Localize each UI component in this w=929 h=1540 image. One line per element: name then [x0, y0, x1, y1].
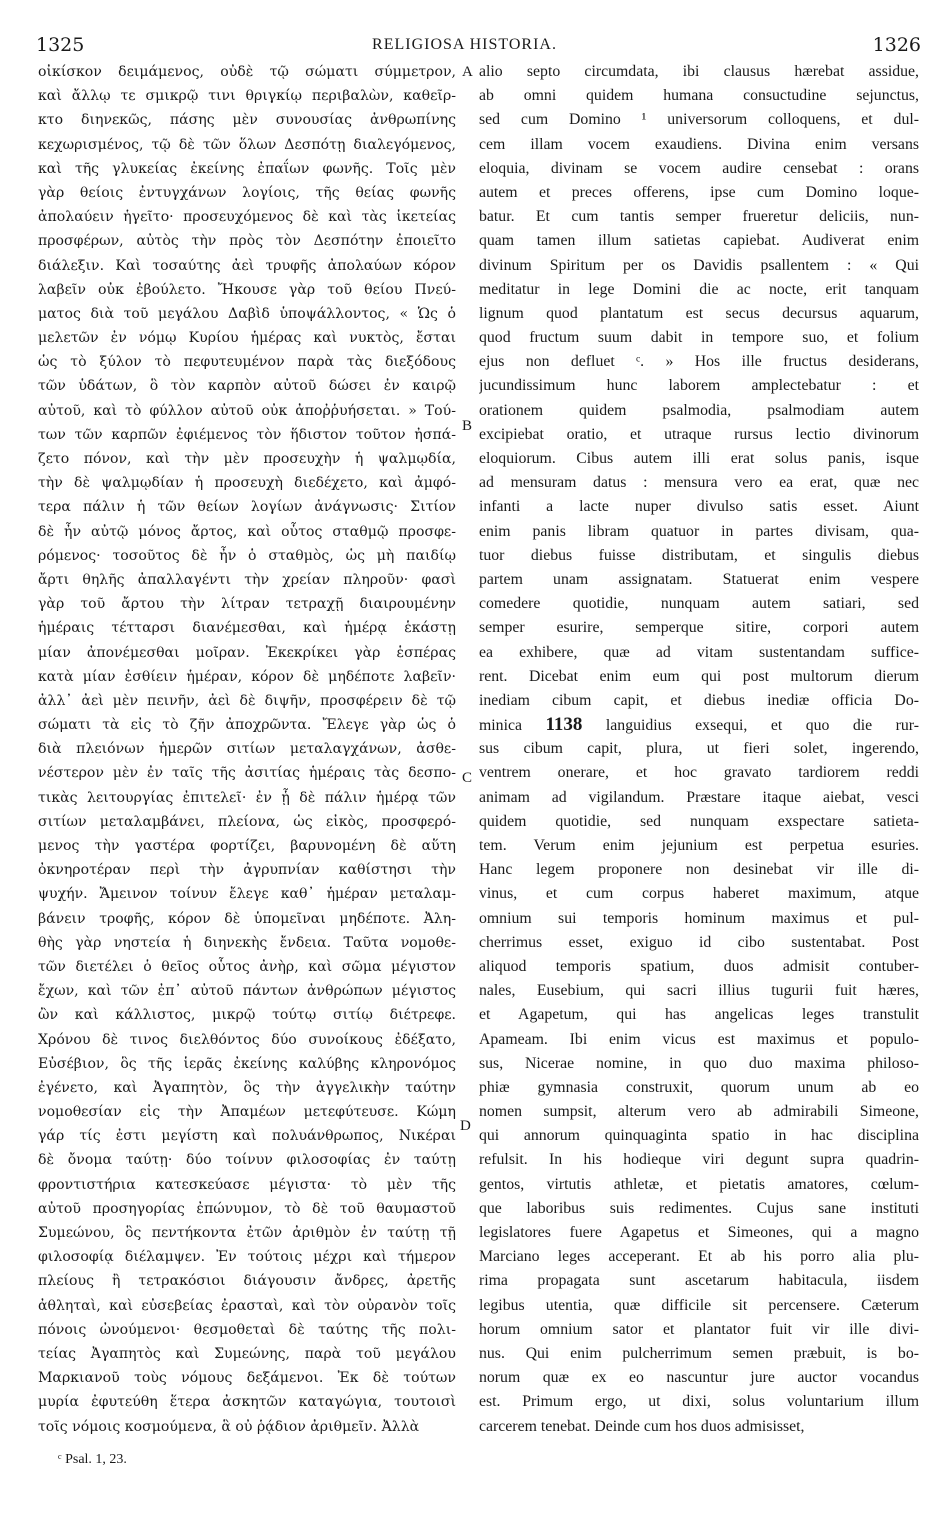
latin-text-line: Hanc legem proponere non desinebat vir ille di-: [479, 861, 919, 879]
latin-text-line: divinum Spiritum per os Davidis psallentem : « Qui: [479, 256, 919, 274]
latin-text-line: sed cum Domino ¹ universorum colloquens, et dul-: [479, 111, 919, 129]
greek-text-line: ὡς τὸ ξύλον τὸ πεφυτευμένον παρὰ τὰς διεξόδους: [38, 354, 456, 371]
greek-text-line: μίαν ἀπονέμεσθαι μοῖραν. Ἐκεκρίκει γὰρ ἑσπέρας: [38, 644, 456, 661]
greek-text-line: ἄρτι θηλῆς ἀπαλλαγέντι τὴν χρείαν πληροῦν· φασὶ: [38, 571, 456, 588]
greek-text-line: οἰκίσκον δειμάμενος, οὐδὲ τῷ σώματι σύμμετρον,: [38, 64, 456, 80]
greek-text-line: τῶν διετέλει ὁ θεῖος οὗτος ἀνὴρ, καὶ σῶμα μέγιστον: [38, 958, 456, 975]
latin-column: [479, 60, 919, 1439]
latin-text-line: rima propagata sunt ascetarum habitacula, iisdem: [479, 1272, 919, 1290]
latin-text-line: eloquia, divinam se vocem audire censebat : orans: [479, 159, 919, 177]
latin-text-line: tem. Verum enim jejunium est perpetua esuries.: [479, 837, 919, 854]
latin-text-line: gentos, virtutis athletæ, et pietatis amatores, cœlum-: [479, 1175, 919, 1193]
latin-text-line: jucundissimum hunc laborem amplectebatur : et: [479, 377, 919, 395]
latin-text-line: partem unam assignatam. Statuerat enim vespere: [479, 570, 919, 588]
margin-letter-c: C: [462, 770, 473, 786]
latin-text-line: phiæ gymnasia construxit, quorum unum ab eo: [479, 1078, 919, 1096]
latin-text-line: quam tamen illum satietas capiebat. Audiverat enim: [479, 232, 919, 250]
greek-text-line: αὐτοῦ, καὶ τὸ φύλλον αὐτοῦ οὐκ ἀποῤῥυήσεται. » Τού-: [38, 402, 456, 419]
greek-text-line: μελετῶν ἐν νόμῳ Κυρίου ἡμέρας καὶ νυκτὸς, ἔσται: [38, 330, 456, 347]
greek-text-line: ψυχήν. Ἄμεινον τοίνυν ἔλεγε καθ᾽ ἡμέραν μεταλαμ-: [38, 886, 456, 903]
latin-text-line: carcerem tenebat. Deinde cum hos duos admisisset,: [479, 1417, 805, 1435]
latin-text-line: et Agapetum, qui has angelicas leges transtulit: [479, 1006, 919, 1024]
latin-text-line: est. Primum ergo, ut dixi, solus voluntarium illum: [479, 1393, 919, 1411]
latin-text-line: orationem quidem psalmodia, psalmodiam autem: [479, 401, 919, 419]
page-number-right: 1326: [872, 34, 921, 56]
latin-text-line: nales, Eusebium, qui sacri illius tugurii fuit hæres,: [479, 982, 919, 1000]
latin-text-line: horum omnium sator et plantator fuit vir ille divi-: [479, 1320, 919, 1338]
greek-text-line: αὐτοῦ προσηγορίας ἐπώνυμον, τὸ δὲ τοῦ θαυμαστοῦ: [38, 1200, 456, 1217]
greek-text-line: φροντιστήρια κατεσκεύασε μέγιστα· τὸ μὲν τῆς: [38, 1176, 456, 1193]
greek-text-line: Συμεώνου, ὃς πεντήκοντα ἐτῶν ἀριθμὸν ἐν ταύτῃ τῇ: [38, 1225, 456, 1241]
latin-text-line: excipiebat oratio, et utraque rursus lectio divinorum: [479, 425, 919, 443]
latin-text-line: meditatur in lege Domini die ac nocte, erit tanquam: [479, 280, 919, 298]
greek-text-line: γὰρ θείοις ἐντυγχάνων λογίοις, τῆς θείας φωνῆς: [38, 184, 456, 201]
greek-text-line: Εὐσέβιον, ὃς τῆς ἱερᾶς ἐκείνης καλύβης κληρονόμος: [38, 1055, 456, 1072]
latin-text-line: ad mensuram datus : mensura vero ea erat, quæ nec: [479, 474, 919, 492]
greek-text-line: γὰρ τοῦ ἄρτου τὴν λίτραν τετραχῇ διαιρουμένην: [38, 596, 456, 613]
greek-text-line: τείας Ἀγαπητὸς καὶ Συμεώνης, παρὰ τοῦ μεγάλου: [38, 1345, 456, 1362]
greek-text-line: Μαρκιανοῦ τοὺς νόμους δεξάμενοι. Ἐκ δὲ τούτων: [38, 1370, 456, 1387]
latin-text-line: norum quæ ex eo nascuntur jure auctor vocandus: [479, 1369, 919, 1387]
greek-text-line: ὢν καὶ κάλλιστος, μικρῷ τούτῳ σιτίῳ διέτρεφε.: [38, 1007, 456, 1024]
latin-text-line: minica 1138 languidius exsequi, et quo die rur-: [479, 714, 919, 736]
latin-text-line: sus, Nicerae nomine, in quo duo maxima philoso-: [479, 1054, 919, 1072]
page-header: [0, 34, 929, 56]
latin-text-line: refulsit. In his hodieque viri degunt supra quadrin-: [479, 1151, 919, 1169]
latin-text-line: omnium sui temporis hominum maximus et pul-: [479, 909, 919, 927]
latin-text-line: Apameam. Ibi enim vicus est maximus et populo-: [479, 1030, 919, 1048]
latin-text-line: ventrem onerare, et hoc gravato tardiorem reddi: [479, 764, 919, 782]
greek-text-line: ἔχων, καὶ τῶν ἐπ᾽ αὐτοῦ πάντων ἀνθρώπων μέγιστος: [38, 983, 456, 1000]
greek-text-line: τοῖς νόμοις κοσμούμενα, ἃ οὐ ῥᾴδιον ἀριθμεῖν. Ἀλλὰ: [38, 1418, 420, 1435]
latin-text-line: batur. Et cum tantis semper frueretur deliciis, nun-: [479, 208, 919, 226]
greek-text-line: νομοθεσίαν εἰς τὴν Ἀπαμέων μετεφύτευσε. Κώμη: [38, 1104, 456, 1121]
latin-text-line: inediam cibum capit, et diebus inediæ officia Do-: [479, 691, 919, 709]
greek-text-line: ἀλλ᾽ ἀεὶ μὲν πεινῆν, ἀεὶ δὲ διψῆν, προσφέρειν δὲ τῷ: [38, 692, 456, 709]
greek-text-line: καὶ ἄλλῳ τε σμικρῷ τινι θριγκίῳ περιβαλὼν, καθεῖρ-: [38, 88, 456, 105]
greek-text-line: μενος τὴν γαστέρα φορτίζει, βαρυνομένη δὲ αὕτη: [38, 838, 456, 854]
greek-text-line: διὰ πλειόνων ἡμερῶν σιτίων μεταλαγχάνων, ἀσθε-: [38, 741, 456, 758]
greek-text-line: θὴς γὰρ νηστεία ἡ διηνεκὴς ἔνδεια. Ταῦτα νομοθε-: [38, 934, 456, 951]
latin-text-line: ejus non defluet ᶜ. » Hos ille fructus desiderans,: [479, 353, 919, 371]
footnote: ᶜ Psal. 1, 23.: [58, 1452, 127, 1467]
latin-text-line: ea exhibere, quæ ad vitam sustentandam suffice-: [479, 643, 919, 661]
latin-text-line: legislatores fuere Agapetus et Simeones, qui a magno: [479, 1224, 919, 1241]
latin-text-line: nomen sumpsit, alterum vero ab admirabili Simeone,: [479, 1103, 919, 1121]
greek-text-line: ἐγένετο, καὶ Ἀγαπητὸν, ὃς τὴν ἀγγελικὴν ταύτην: [38, 1079, 456, 1096]
page-number-left: 1325: [36, 34, 85, 56]
latin-text-line: qui annorum quinquaginta spatio in hac disciplina: [479, 1127, 919, 1145]
greek-text-line: βάνειν τροφῆς, κόρον δὲ ὑπομεῖναι μηδέποτε. Ἀλη-: [38, 910, 456, 927]
greek-text-line: δὲ ὄνομα ταύτῃ· δύο τοίνυν φιλοσοφίας ἐν ταύτῃ: [38, 1152, 456, 1169]
latin-text-line: autem et preces offerens, ipse cum Domino loque-: [479, 183, 919, 201]
greek-text-line: διάλεξιν. Καὶ τοσαύτης ἀεὶ τρυφῆς ἀπολαύων κόρον: [38, 257, 456, 274]
margin-letter-b: B: [462, 418, 473, 434]
latin-text-line: enim panis libram quatuor in partes divisam, qua-: [479, 522, 919, 540]
greek-text-line: νέστερον μὲν ἐν ταῖς τῆς ἀσιτίας ἡμέραις τὰς δεσπο-: [38, 765, 456, 782]
greek-text-line: τῶν ὑδάτων, ὃ τὸν καρπὸν αὐτοῦ δώσει ἐν καιρῷ: [38, 378, 456, 395]
latin-text-line: ab omni quidem humana consuctudine sejunctus,: [479, 87, 919, 105]
greek-text-line: ἀθληταὶ, καὶ εὐσεβείας ἐρασταὶ, καὶ τὸν οὐρανὸν τοῖς: [38, 1297, 456, 1314]
column-number-marker: 1138: [545, 714, 583, 736]
greek-column: [38, 60, 456, 1439]
latin-text-line: cem illam vocem exaudiens. Divina enim versans: [479, 135, 919, 153]
latin-text-line: tuor diebus fuisse distributam, et singulis diebus: [479, 546, 919, 564]
greek-text-line: των τῶν καρπῶν ἐφιέμενος τὸν ἥδιστον τοῦτον ἠσπά-: [38, 426, 456, 443]
greek-text-line: μυρία ἐφυτεύθη ἕτερα ἀσκητῶν καταγώγια, τουτοισὶ: [38, 1394, 456, 1411]
greek-text-line: ἀπολαύειν ἡγεῖτο· προσευχόμενος δὲ καὶ τὰς ἱκετείας: [38, 209, 456, 226]
greek-text-line: καὶ τῆς γλυκείας ἐκείνης ἐπαΐων φωνῆς. Τοῖς μὲν: [38, 160, 456, 177]
greek-text-line: προσφέρων, αὐτὸς τὴν πρὸς τὸν Δεσπότην ἐποιεῖτο: [38, 233, 456, 250]
margin-letter-a: A: [462, 64, 473, 80]
greek-text-line: πόνοις ὠνούμενοι· θεσμοθεταὶ δὲ ταύτης τῆς πολι-: [38, 1321, 456, 1338]
latin-text-line: aliquod temporis spatium, duos admisit contuber-: [479, 957, 919, 975]
latin-text-line: lignum quod plantatum est secus decursus aquarum,: [479, 304, 919, 322]
greek-text-line: κεχωρισμένος, τῷ δὲ τῶν ὅλων Δεσπότῃ διαλεγόμενος,: [38, 136, 456, 153]
greek-text-line: τερα πάλιν ἡ τῶν θείων λογίων ἀνάγνωσις· Σιτίον: [38, 499, 456, 516]
latin-text-line: animam ad vigilandum. Præstare itaque aiebat, vesci: [479, 788, 919, 806]
greek-text-line: λαβεῖν οὐκ ἐβούλετο. Ἤκουσε γὰρ τοῦ θείου Πνεύ-: [38, 281, 456, 298]
latin-text-line: rent. Dicebat enim eum qui post multorum dierum: [479, 667, 919, 685]
latin-text-line: sus cibum capit, plura, ut fieri solet, ingerendo,: [479, 740, 919, 758]
greek-text-line: τὴν δὲ ψαλμῳδίαν ἡ προσευχὴ διεδέχετο, καὶ ἀμφό-: [38, 475, 456, 492]
latin-text-line: quod fructum suum dabit in tempore suo, et folium: [479, 329, 919, 347]
greek-text-line: ὀκνηροτέραν περὶ τὴν ἀγρυπνίαν καθίστησι τὴν: [38, 862, 456, 879]
latin-text-line: comedere quotidie, nunquam autem satiari, sed: [479, 595, 919, 613]
greek-text-line: γάρ τίς ἐστι μεγίστη καὶ πολυάνθρωπος, Νικέραι: [38, 1128, 456, 1145]
greek-text-line: φιλοσοφίᾳ διέλαμψεν. Ἐν τούτοις μέχρι καὶ τήμερον: [38, 1249, 456, 1266]
latin-text-line: alio septo circumdata, ibi clausus hærebat assidue,: [479, 63, 919, 80]
greek-text-line: πλείους ἢ τετρακόσιοι διάγουσιν ἄνδρες, ἀρετῆς: [38, 1273, 456, 1290]
latin-text-line: semper esurire, semperque sitire, corpori autem: [479, 619, 919, 637]
greek-text-line: κτο διηνεκῶς, πάσης μὲν συνουσίας ἀνθρωπίνης: [38, 112, 456, 129]
greek-text-line: δὲ ἦν αὐτῷ μόνος ἄρτος, καὶ οὗτος σταθμῷ προσφε-: [38, 523, 456, 540]
greek-text-line: σώματι τὰ εἰς τὸ ζῆν ἀποχρῶντα. Ἔλεγε γὰρ ὡς ὁ: [38, 717, 456, 734]
latin-text-line: Marciano leges acceperant. Et ab his porro alia plu-: [479, 1248, 919, 1266]
greek-text-line: ζετο πόνον, καὶ τὴν μὲν προσευχὴν ἡ ψαλμῳδία,: [38, 451, 456, 467]
greek-text-line: ματος διὰ τοῦ μεγάλου Δαβὶδ ὑποψάλλοντος, « Ὡς ὁ: [38, 305, 456, 322]
greek-text-line: τικὰς λειτουργίας ἐπιτελεῖ· ἐν ᾗ δὲ πάλιν ἡμέρᾳ τῶν: [38, 789, 456, 806]
latin-text-line: vinus, et cum corpus haberet maximum, atque: [479, 885, 919, 903]
greek-text-line: σιτίων μεταλαμβάνει, πλείονα, ὡς εἰκὸς, προσφερό-: [38, 813, 456, 830]
greek-text-line: κατὰ μίαν ἐσθίειν ἡμέραν, κόρον δὲ μηδέποτε λαβεῖν·: [38, 668, 456, 685]
greek-text-line: Χρόνου δὲ τινος διελθόντος δύο συνοίκους ἐδέξατο,: [38, 1031, 456, 1048]
latin-text-line: eloquiorum. Cibus autem illi erat solus panis, isque: [479, 450, 919, 467]
latin-text-line: que laboribus suis redimentes. Cujus sane instituti: [479, 1199, 919, 1217]
latin-text-line: cherrimus esset, exiguo id cibo sustentabat. Post: [479, 933, 919, 951]
margin-letter-d: D: [460, 1118, 471, 1134]
greek-text-line: ἡμέραις τέτταρσι διανέμεσθαι, καὶ ἡμέρᾳ ἑκάστῃ: [38, 620, 456, 637]
greek-text-line: ρόμενος· τοσοῦτος δὲ ἦν ὁ σταθμὸς, ὡς μὴ παιδίῳ: [38, 547, 456, 564]
latin-text-line: nus. Qui enim pulcherrimum semen præbuit, is bo-: [479, 1344, 919, 1362]
latin-text-line: quidem quotidie, sed nunquam exspectare satieta-: [479, 812, 919, 830]
latin-text-line: infanti a lacte nuper divulso satis esset. Aiunt: [479, 498, 919, 516]
running-title: RELIGIOSA HISTORIA.: [372, 36, 557, 53]
latin-text-line: legibus utentia, quæ difficile sit percensere. Cæterum: [479, 1296, 919, 1314]
